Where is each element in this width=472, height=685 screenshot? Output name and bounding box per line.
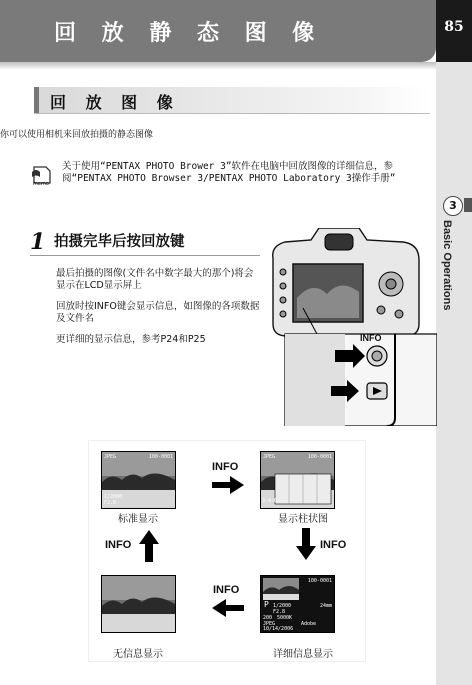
info-label-2: INFO [320,539,347,551]
info-label-1: INFO [212,461,239,473]
step-paragraph-2: 回放时按INFO键会显示信息，如图像的各项数据及文件名 [56,301,260,324]
chapter-label: Basic Operations [441,220,453,311]
display-modes-diagram [88,440,366,662]
chapter-marker [464,198,472,212]
header-shadow [0,62,436,70]
step-paragraph-1: 最后拍摄的图像(文件名中数字最大的那个)将会显示在LCD显示屏上 [56,268,254,291]
step-number: 1 [30,229,46,255]
detail-iso: 200 [263,615,273,621]
detail-color: Adobe [301,621,317,627]
screen-standard-format: JPEG [104,454,117,460]
chapter-sidebar [436,62,472,685]
info-button-label: INFO [360,333,382,343]
detail-shutter: 1/2000 [273,603,292,609]
detail-aperture: F2.8 [273,609,286,615]
page-title: 回 放 静 态 图 像 [54,21,324,46]
detail-focal: 24mm [319,603,332,609]
section-title: 回 放 图 像 [50,93,180,112]
memo-icon [30,163,54,187]
memo-text: 关于使用“PENTAX PHOTO Brower 3”软件在电脑中回放图像的详细信息，参阅“PENTAX PHOTO Browser 3/PENTAX PHOTO Laboratory 3操作手册” [62,161,396,184]
detail-fileno: 100-0001 [307,578,332,584]
screen-standard-shutter: 1/2000 [104,494,123,500]
caption-detail: 详细信息显示 [273,649,333,660]
caption-no-info: 无信息显示 [113,649,163,660]
screen-histogram-fileno: 100-0001 [307,454,332,460]
detail-quality: JPEG [263,621,276,627]
info-label-3: INFO [105,539,132,551]
screen-standard-aperture: F2.8 [104,500,117,506]
detail-mode: P [264,600,269,609]
screen-standard-fileno: 100-0001 [148,454,173,460]
step-paragraph-3: 更详细的显示信息，参考P24和P25 [56,334,206,345]
screen-histogram-ratio: 3:4:6 [262,498,278,504]
caption-histogram: 显示柱状图 [278,514,328,525]
section-heading-bar [34,87,39,113]
info-label-4: INFO [213,584,240,596]
chapter-number: 3 [443,196,463,216]
screen-histogram-format: JPEG [263,454,276,460]
svg-text:memo: memo [33,181,49,187]
section-divider [34,113,430,114]
camera-illustration [263,228,437,426]
step-underline [30,255,260,256]
step-title: 拍摄完毕后按回放键 [54,234,185,250]
caption-standard: 标准显示 [118,514,158,525]
detail-wb: 5000K [277,615,293,621]
section-intro: 你可以使用相机来回放拍摄的静态图像 [0,130,154,140]
page-number: 85 [444,19,464,35]
detail-datetime: 10/14/2006 [263,626,294,632]
